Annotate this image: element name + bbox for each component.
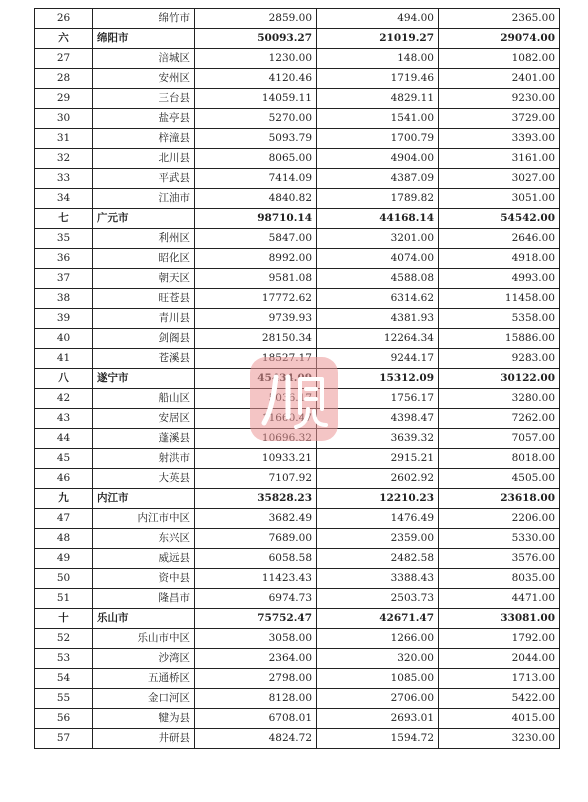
table-row <box>35 169 560 189</box>
total-amount-cell: 50093.27 <box>195 29 317 49</box>
table-row <box>35 229 560 249</box>
region-name-cell: 乐山市 <box>93 609 195 629</box>
amount-b-cell: 8035.00 <box>439 569 560 589</box>
amount-b-cell: 3161.00 <box>439 149 560 169</box>
total-amount-cell: 3058.00 <box>195 629 317 649</box>
amount-a-cell: 1789.82 <box>317 189 439 209</box>
region-name-cell: 威远县 <box>93 549 195 569</box>
region-name-cell: 内江市中区 <box>93 509 195 529</box>
amount-b-cell: 3027.00 <box>439 169 560 189</box>
total-amount-cell: 11423.43 <box>195 569 317 589</box>
row-number-cell: 50 <box>35 569 93 589</box>
table-row <box>35 689 560 709</box>
amount-b-cell: 8018.00 <box>439 449 560 469</box>
amount-b-cell: 4505.00 <box>439 469 560 489</box>
table-row <box>35 49 560 69</box>
table-row <box>35 549 560 569</box>
region-name-cell: 朝天区 <box>93 269 195 289</box>
amount-a-cell: 12264.34 <box>317 329 439 349</box>
amount-a-cell: 2706.00 <box>317 689 439 709</box>
row-number-cell: 37 <box>35 269 93 289</box>
table-row <box>35 9 560 29</box>
region-name-cell: 昭化区 <box>93 249 195 269</box>
row-number-cell: 55 <box>35 689 93 709</box>
total-amount-cell: 9739.93 <box>195 309 317 329</box>
amount-a-cell: 2693.01 <box>317 709 439 729</box>
table-row <box>35 629 560 649</box>
row-number-cell: 48 <box>35 529 93 549</box>
total-amount-cell: 7107.92 <box>195 469 317 489</box>
row-number-cell: 56 <box>35 709 93 729</box>
region-name-cell: 利州区 <box>93 229 195 249</box>
region-name-cell: 金口河区 <box>93 689 195 709</box>
region-name-cell: 梓潼县 <box>93 129 195 149</box>
amount-a-cell: 1700.79 <box>317 129 439 149</box>
region-name-cell: 内江市 <box>93 489 195 509</box>
table-row <box>35 109 560 129</box>
amount-b-cell: 33081.00 <box>439 609 560 629</box>
row-number-cell: 42 <box>35 389 93 409</box>
city-subtotal-row <box>35 29 560 49</box>
row-number-cell: 38 <box>35 289 93 309</box>
amount-b-cell: 3280.00 <box>439 389 560 409</box>
row-number-cell: 54 <box>35 669 93 689</box>
amount-b-cell: 4471.00 <box>439 589 560 609</box>
total-amount-cell: 5093.79 <box>195 129 317 149</box>
table-row <box>35 529 560 549</box>
row-number-cell: 七 <box>35 209 93 229</box>
table-row <box>35 449 560 469</box>
amount-b-cell: 5330.00 <box>439 529 560 549</box>
amount-b-cell: 1792.00 <box>439 629 560 649</box>
region-name-cell: 资中县 <box>93 569 195 589</box>
total-amount-cell: 28150.34 <box>195 329 317 349</box>
amount-a-cell: 4829.11 <box>317 89 439 109</box>
region-name-cell: 安居区 <box>93 409 195 429</box>
row-number-cell: 52 <box>35 629 93 649</box>
total-amount-cell: 9581.08 <box>195 269 317 289</box>
table-row <box>35 589 560 609</box>
row-number-cell: 44 <box>35 429 93 449</box>
region-name-cell: 平武县 <box>93 169 195 189</box>
amount-a-cell: 1756.17 <box>317 389 439 409</box>
total-amount-cell: 35828.23 <box>195 489 317 509</box>
total-amount-cell: 8065.00 <box>195 149 317 169</box>
row-number-cell: 49 <box>35 549 93 569</box>
row-number-cell: 47 <box>35 509 93 529</box>
total-amount-cell: 17772.62 <box>195 289 317 309</box>
region-name-cell: 青川县 <box>93 309 195 329</box>
region-name-cell: 北川县 <box>93 149 195 169</box>
total-amount-cell: 1230.00 <box>195 49 317 69</box>
amount-a-cell: 148.00 <box>317 49 439 69</box>
amount-a-cell: 2602.92 <box>317 469 439 489</box>
row-number-cell: 57 <box>35 729 93 749</box>
total-amount-cell: 2364.00 <box>195 649 317 669</box>
amount-b-cell: 7057.00 <box>439 429 560 449</box>
row-number-cell: 43 <box>35 409 93 429</box>
region-name-cell: 井研县 <box>93 729 195 749</box>
region-name-cell: 涪城区 <box>93 49 195 69</box>
row-number-cell: 40 <box>35 329 93 349</box>
amount-b-cell: 5422.00 <box>439 689 560 709</box>
region-name-cell: 大英县 <box>93 469 195 489</box>
total-amount-cell: 14059.11 <box>195 89 317 109</box>
region-name-cell: 遂宁市 <box>93 369 195 389</box>
region-name-cell: 绵阳市 <box>93 29 195 49</box>
region-name-cell: 五通桥区 <box>93 669 195 689</box>
table-row <box>35 309 560 329</box>
table-row <box>35 149 560 169</box>
region-name-cell: 剑阁县 <box>93 329 195 349</box>
row-number-cell: 36 <box>35 249 93 269</box>
amount-a-cell: 1476.49 <box>317 509 439 529</box>
table-row <box>35 669 560 689</box>
amount-a-cell: 2359.00 <box>317 529 439 549</box>
total-amount-cell: 8128.00 <box>195 689 317 709</box>
table-row <box>35 709 560 729</box>
region-name-cell: 三台县 <box>93 89 195 109</box>
table-row <box>35 469 560 489</box>
amount-a-cell: 2503.73 <box>317 589 439 609</box>
amount-a-cell: 42671.47 <box>317 609 439 629</box>
amount-a-cell: 12210.23 <box>317 489 439 509</box>
total-amount-cell: 4824.72 <box>195 729 317 749</box>
region-name-cell: 盐亭县 <box>93 109 195 129</box>
region-name-cell: 江油市 <box>93 189 195 209</box>
region-name-cell: 沙湾区 <box>93 649 195 669</box>
region-name-cell: 乐山市中区 <box>93 629 195 649</box>
row-number-cell: 34 <box>35 189 93 209</box>
table-row <box>35 329 560 349</box>
amount-b-cell: 9283.00 <box>439 349 560 369</box>
watermark-glyph-icon <box>250 357 338 441</box>
watermark-logo <box>250 357 338 441</box>
total-amount-cell: 75752.47 <box>195 609 317 629</box>
row-number-cell: 31 <box>35 129 93 149</box>
amount-a-cell: 4588.08 <box>317 269 439 289</box>
row-number-cell: 八 <box>35 369 93 389</box>
city-subtotal-row <box>35 209 560 229</box>
region-name-cell: 犍为县 <box>93 709 195 729</box>
row-number-cell: 45 <box>35 449 93 469</box>
amount-a-cell: 494.00 <box>317 9 439 29</box>
region-name-cell: 射洪市 <box>93 449 195 469</box>
total-amount-cell: 4120.46 <box>195 69 317 89</box>
total-amount-cell: 2798.00 <box>195 669 317 689</box>
amount-b-cell: 9230.00 <box>439 89 560 109</box>
row-number-cell: 51 <box>35 589 93 609</box>
row-number-cell: 46 <box>35 469 93 489</box>
region-name-cell: 旺苍县 <box>93 289 195 309</box>
region-name-cell: 绵竹市 <box>93 9 195 29</box>
row-number-cell: 六 <box>35 29 93 49</box>
amount-b-cell: 23618.00 <box>439 489 560 509</box>
table-row <box>35 89 560 109</box>
table-row <box>35 569 560 589</box>
amount-b-cell: 4993.00 <box>439 269 560 289</box>
amount-a-cell: 9244.17 <box>317 349 439 369</box>
region-name-cell: 船山区 <box>93 389 195 409</box>
table-row <box>35 649 560 669</box>
total-amount-cell: 7689.00 <box>195 529 317 549</box>
amount-a-cell: 1719.46 <box>317 69 439 89</box>
row-number-cell: 30 <box>35 109 93 129</box>
total-amount-cell: 5847.00 <box>195 229 317 249</box>
amount-b-cell: 1082.00 <box>439 49 560 69</box>
amount-b-cell: 2044.00 <box>439 649 560 669</box>
total-amount-cell: 7414.09 <box>195 169 317 189</box>
region-name-cell: 广元市 <box>93 209 195 229</box>
amount-b-cell: 4015.00 <box>439 709 560 729</box>
total-amount-cell: 3682.49 <box>195 509 317 529</box>
amount-a-cell: 4387.09 <box>317 169 439 189</box>
table-row <box>35 729 560 749</box>
amount-b-cell: 2401.00 <box>439 69 560 89</box>
amount-a-cell: 6314.62 <box>317 289 439 309</box>
row-number-cell: 32 <box>35 149 93 169</box>
amount-b-cell: 3393.00 <box>439 129 560 149</box>
region-name-cell: 蓬溪县 <box>93 429 195 449</box>
amount-a-cell: 1266.00 <box>317 629 439 649</box>
amount-b-cell: 30122.00 <box>439 369 560 389</box>
amount-a-cell: 2482.58 <box>317 549 439 569</box>
amount-b-cell: 3576.00 <box>439 549 560 569</box>
row-number-cell: 28 <box>35 69 93 89</box>
amount-a-cell: 1085.00 <box>317 669 439 689</box>
row-number-cell: 九 <box>35 489 93 509</box>
amount-a-cell: 1541.00 <box>317 109 439 129</box>
amount-b-cell: 1713.00 <box>439 669 560 689</box>
amount-b-cell: 7262.00 <box>439 409 560 429</box>
total-amount-cell: 6058.58 <box>195 549 317 569</box>
total-amount-cell: 8992.00 <box>195 249 317 269</box>
amount-b-cell: 15886.00 <box>439 329 560 349</box>
row-number-cell: 41 <box>35 349 93 369</box>
row-number-cell: 33 <box>35 169 93 189</box>
table-row <box>35 289 560 309</box>
amount-a-cell: 3639.32 <box>317 429 439 449</box>
amount-b-cell: 11458.00 <box>439 289 560 309</box>
amount-b-cell: 3729.00 <box>439 109 560 129</box>
row-number-cell: 26 <box>35 9 93 29</box>
amount-a-cell: 4074.00 <box>317 249 439 269</box>
row-number-cell: 39 <box>35 309 93 329</box>
amount-a-cell: 4398.47 <box>317 409 439 429</box>
amount-a-cell: 4381.93 <box>317 309 439 329</box>
amount-a-cell: 1594.72 <box>317 729 439 749</box>
city-subtotal-row <box>35 489 560 509</box>
row-number-cell: 53 <box>35 649 93 669</box>
table-row <box>35 249 560 269</box>
total-amount-cell: 2859.00 <box>195 9 317 29</box>
amount-b-cell: 5358.00 <box>439 309 560 329</box>
total-amount-cell: 4840.82 <box>195 189 317 209</box>
amount-b-cell: 54542.00 <box>439 209 560 229</box>
total-amount-cell: 10933.21 <box>195 449 317 469</box>
region-name-cell: 东兴区 <box>93 529 195 549</box>
amount-a-cell: 15312.09 <box>317 369 439 389</box>
amount-b-cell: 3230.00 <box>439 729 560 749</box>
amount-a-cell: 2915.21 <box>317 449 439 469</box>
amount-b-cell: 2646.00 <box>439 229 560 249</box>
amount-b-cell: 29074.00 <box>439 29 560 49</box>
amount-b-cell: 3051.00 <box>439 189 560 209</box>
region-name-cell: 隆昌市 <box>93 589 195 609</box>
total-amount-cell: 98710.14 <box>195 209 317 229</box>
amount-a-cell: 320.00 <box>317 649 439 669</box>
row-number-cell: 27 <box>35 49 93 69</box>
total-amount-cell: 6708.01 <box>195 709 317 729</box>
amount-a-cell: 3388.43 <box>317 569 439 589</box>
table-row <box>35 269 560 289</box>
region-name-cell: 安州区 <box>93 69 195 89</box>
total-amount-cell: 5270.00 <box>195 109 317 129</box>
table-row <box>35 189 560 209</box>
amount-b-cell: 2365.00 <box>439 9 560 29</box>
amount-b-cell: 2206.00 <box>439 509 560 529</box>
table-row <box>35 509 560 529</box>
amount-a-cell: 44168.14 <box>317 209 439 229</box>
amount-a-cell: 3201.00 <box>317 229 439 249</box>
row-number-cell: 29 <box>35 89 93 109</box>
table-row <box>35 129 560 149</box>
city-subtotal-row <box>35 609 560 629</box>
amount-a-cell: 4904.00 <box>317 149 439 169</box>
region-name-cell: 苍溪县 <box>93 349 195 369</box>
amount-b-cell: 4918.00 <box>439 249 560 269</box>
row-number-cell: 十 <box>35 609 93 629</box>
total-amount-cell: 6974.73 <box>195 589 317 609</box>
row-number-cell: 35 <box>35 229 93 249</box>
table-row <box>35 69 560 89</box>
amount-a-cell: 21019.27 <box>317 29 439 49</box>
